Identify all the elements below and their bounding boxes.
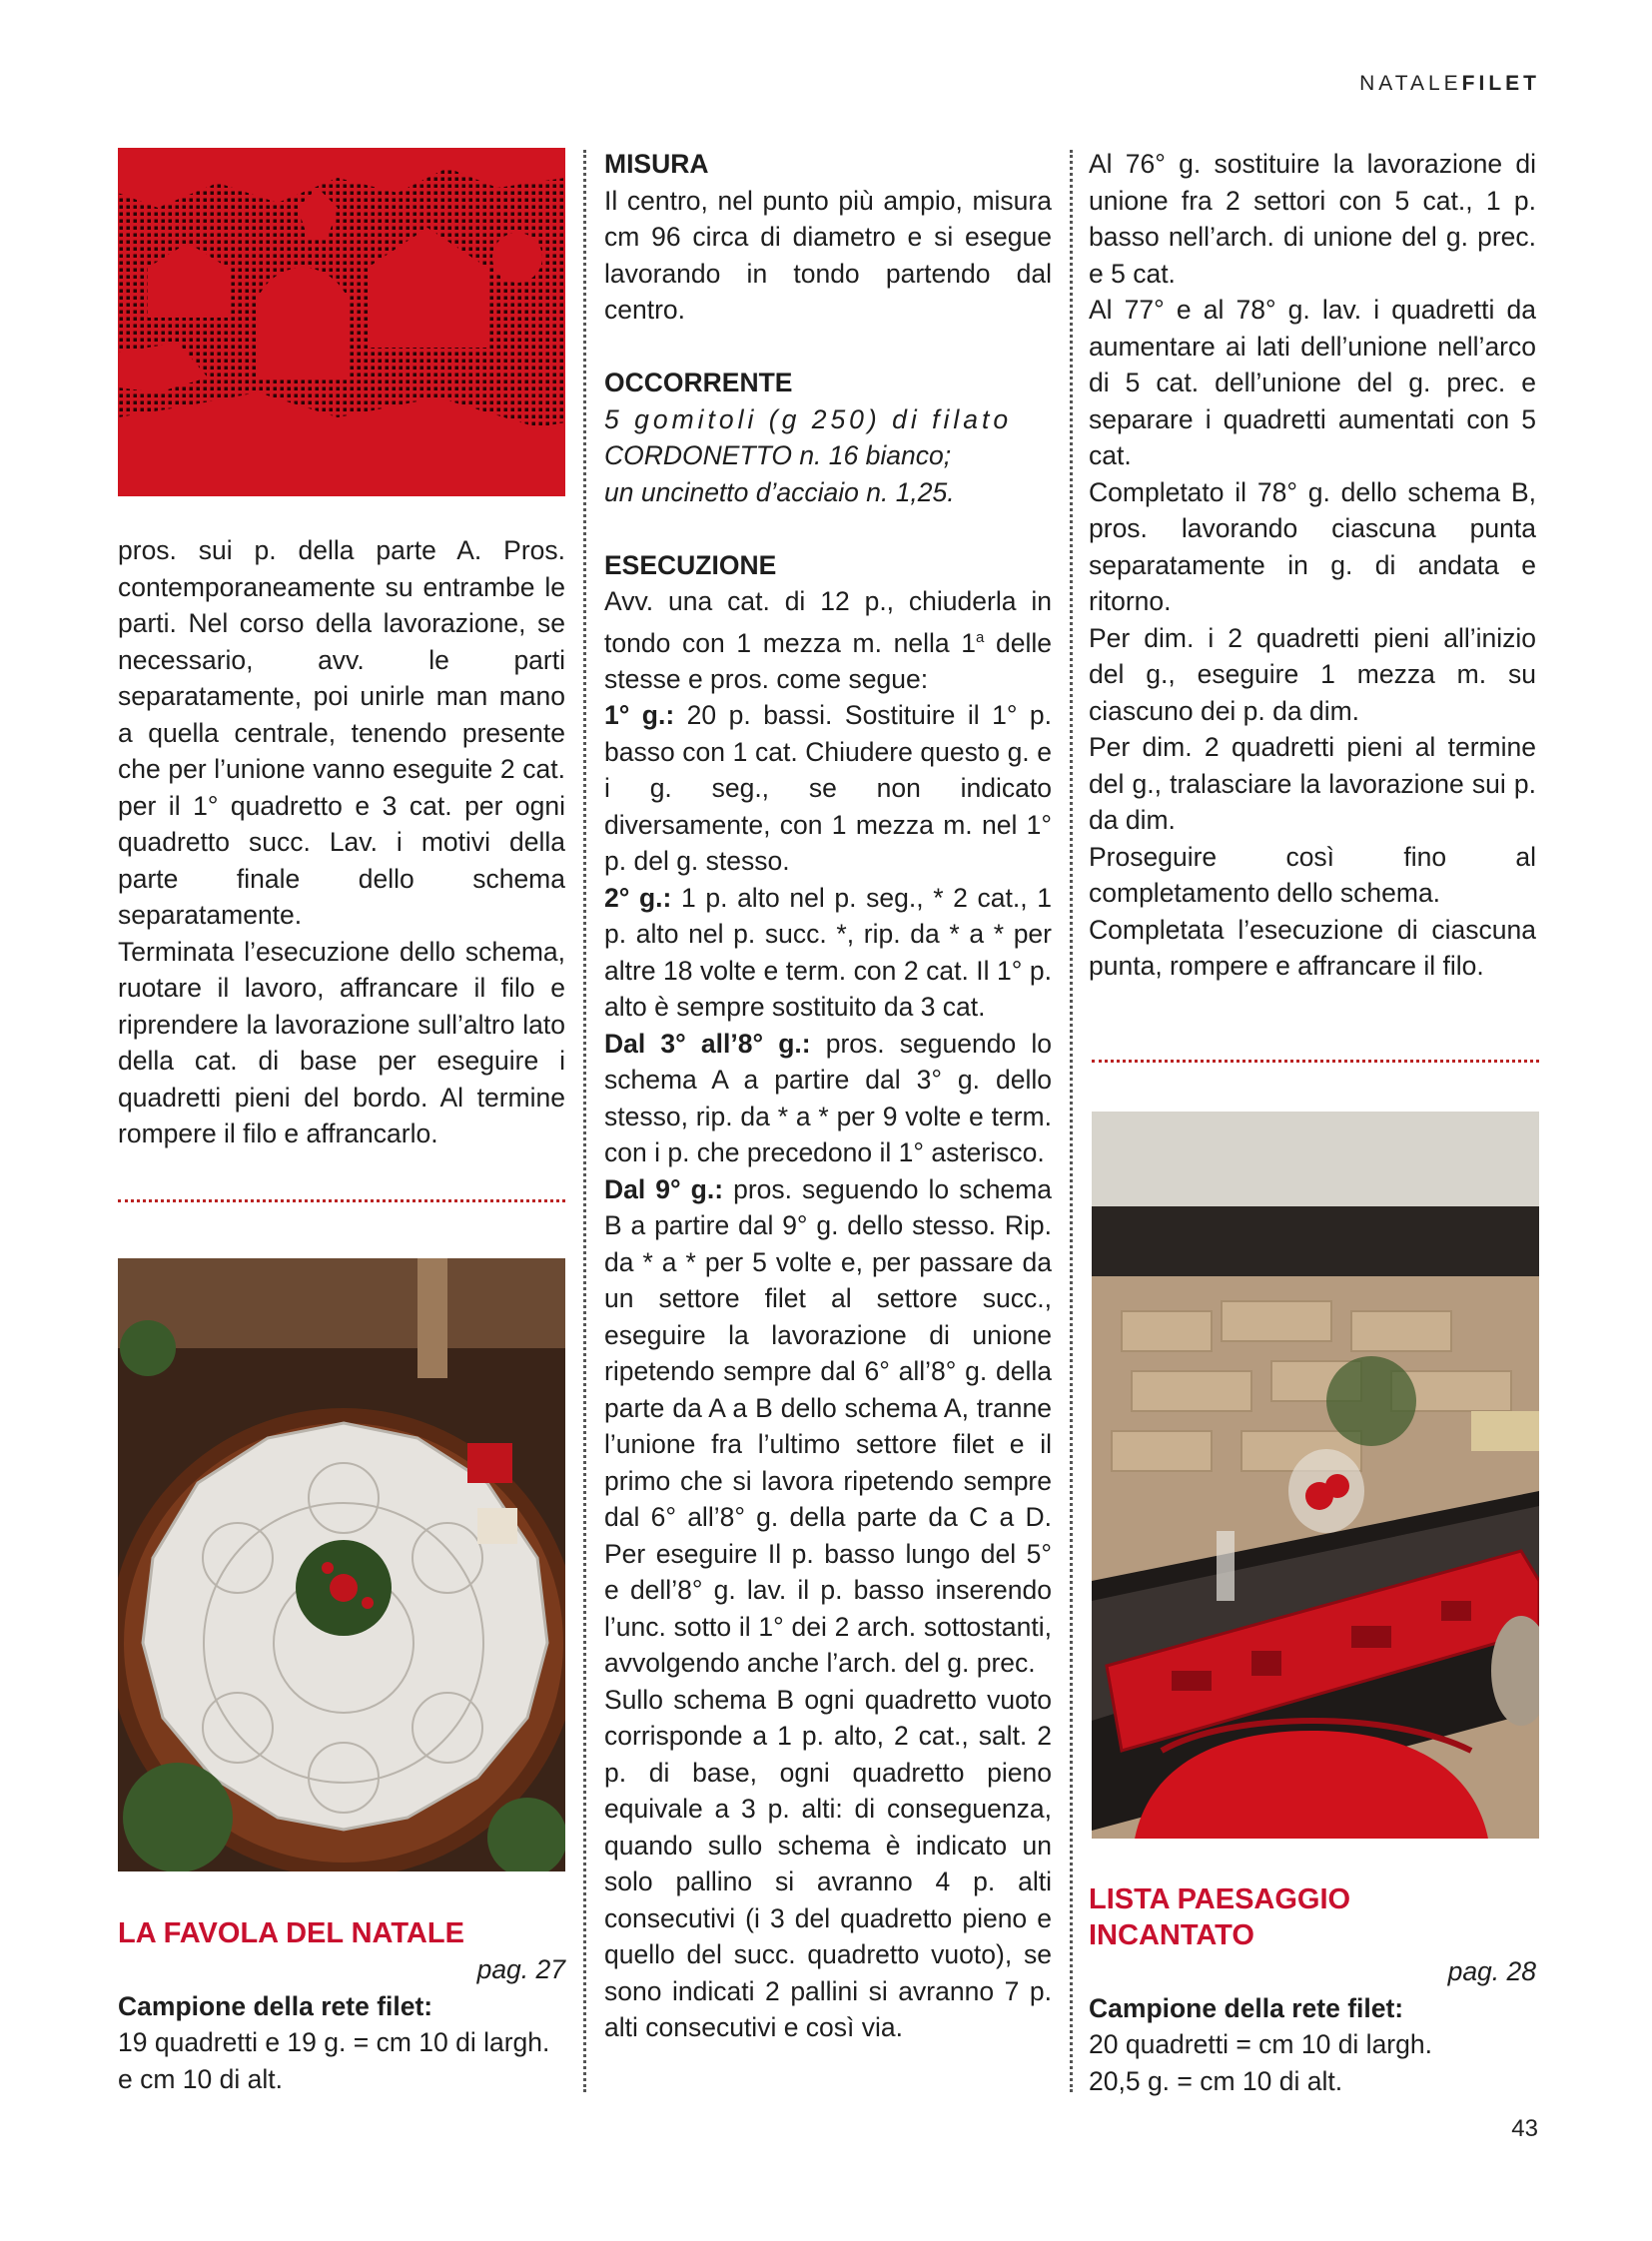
paragraph: Per dim. i 2 quadretti pieni all’inizio del g., eseguire 1 mezza m. su ciascuno dei p. da dim. [1089,622,1536,726]
project-title: LA FAVOLA DEL NATALE [118,1917,464,1949]
paragraph: Proseguire così fino al completamento dello schema. [1089,841,1536,908]
sample-line: 20 quadretti = cm 10 di largh. [1089,2029,1432,2059]
round-tablecloth-photo [118,1258,565,1871]
materials-line: 5 gomitoli (g 250) di filato [604,403,1013,434]
filet-detail-photo [118,148,565,496]
paragraph: Per dim. 2 quadretti pieni al termine del g., tralasciare la lavorazione sui p. da dim. [1089,732,1536,835]
sample-label: Campione della rete filet: [1089,1992,1404,2023]
vertical-dotted-divider [1070,150,1073,2092]
page-number: 43 [1511,2115,1538,2142]
dotted-divider [1092,1060,1539,1063]
paragraph: Al 76° g. sostituire la lavorazione di unione fra 2 settori con 5 cat., 1 p. basso nell’arch. di unione del g. prec. e 5 cat. [1089,149,1536,289]
paragraph: Dal 9° g.: pros. seguendo lo schema B a partire dal 9° g. dello stesso. Rip. da * a * per 5 volte e, per passare da un settore filet al settore succ., eseguire la lavorazione di unione ripetendo sempre dal 6° all’8° g. della parte da A a B dello schema A, tranne l’unione fra l’ultimo settore filet e il primo che si lavora ripetendo sempre dal 6° all’8° g. della parte da C a D. Per eseguire Il p. basso lungo del 5° e dell’8° g. lav. il p. basso inserendo l’unc. sotto il 1° dei 2 arch. sottostanti, avvolgendo anche l’arch. del g. prec. [604,1173,1052,1679]
page-reference: pag. 28 [1447,1956,1536,1986]
paragraph: 1° g.: 20 p. bassi. Sostituire il 1° p. basso con 1 cat. Chiudere questo g. e i g. seg., se non indicato diversamente, con 1 mezza m. nel 1° p. del g. stesso. [604,700,1052,877]
paragraph: Avv. una cat. di 12 p., chiuderla in tondo con 1 mezza m. nella 1$^a$ delle stesse e pros. come segue: [604,586,1052,694]
paragraph: Terminata l’esecuzione dello schema, ruotare il lavoro, affrancare il filo e riprendere la lavorazione sull’altro lato della cat. di base per eseguire i quadretti pieni del bordo. Al termine rompere il filo e affrancarlo. [118,936,565,1148]
section-heading: MISURA [604,149,709,179]
section-heading: ESECUZIONE [604,549,777,580]
section-heading: OCCORRENTE [604,368,793,397]
sample-line: e cm 10 di alt. [118,2063,283,2094]
pattern-info-1 [118,1915,565,2097]
paragraph: Al 77° e al 78° g. lav. i quadretti da aumentare ai lati dell’unione nell’arco di 5 cat. dell’unione del g. prec. e separare i quadretti aumentati con 5 cat. [1089,295,1536,470]
paragraph: Completato il 78° g. dello schema B, pros. lavorando ciascuna punta separatamente in g. di andata e ritorno. [1089,476,1536,616]
paragraph: Il centro, nel punto più ampio, misura cm 96 circa di diametro e si esegue lavorando in tondo partendo dal centro. [604,185,1052,325]
project-title: LISTA PAESAGGIO [1089,1883,1351,1915]
paragraph: Dal 3° all’8° g.: pros. seguendo lo schema A a partire dal 3° g. dello stesso, rip. da * a * per 9 volte e term. con i p. che precedono il 1° asterisco. [604,1028,1052,1168]
running-header: NATALEFILET [1359,72,1540,95]
sample-line: 19 quadretti e 19 g. = cm 10 di largh. [118,2027,550,2057]
dotted-divider [118,1199,565,1202]
column-1-text [118,532,565,1152]
paragraph: Completata l’esecuzione di ciascuna punta, rompere e affrancare il filo. [1089,914,1536,981]
sample-line: 20,5 g. = cm 10 di alt. [1089,2065,1343,2096]
page-reference: pag. 27 [476,1954,565,1984]
paragraph: Sullo schema B ogni quadretto vuoto corrisponde a 1 p. alto, 2 cat., salt. 2 p. di base, ogni quadretto pieno equivale a 3 p. alti: di conseguenza, quando sullo schema è indicato un solo pallino si avranno 4 p. alti consecutivi (i 3 del quadretto pieno e quello del succ. quadretto vuoto), se sono indicati 2 pallini si avranno 7 p. alti consecutivi e così via. [604,1684,1052,2043]
paragraph: pros. sui p. della parte A. Pros. contemporaneamente su entrambe le parti. Nel corso della lavorazione, se necessario, avv. le parti separatamente, poi unirle man mano a quella centrale, tenendo presente che per l’unione vanno eseguite 2 cat. per il 1° quadretto e 3 cat. per ogni quadretto succ. Lav. i motivi della parte finale dello schema separatamente. [118,535,565,930]
column-2-text [604,146,1052,2046]
materials-line: un uncinetto d’acciaio n. 1,25. [604,476,955,507]
paragraph: 2° g.: 1 p. alto nel p. seg., * 2 cat., 1 p. alto nel p. succ. *, rip. da * a * per altre 18 volte e term. con 2 cat. Il 1° p. alto è sempre sostituito da 3 cat. [604,882,1052,1023]
project-title: INCANTATO [1089,1919,1254,1951]
table-runner-photo [1092,1112,1539,1839]
vertical-dotted-divider [583,150,586,2092]
column-3-text [1089,146,1536,985]
materials-line: CORDONETTO n. 16 bianco; [604,440,952,470]
pattern-info-2 [1089,1881,1536,2099]
sample-label: Campione della rete filet: [118,1990,433,2021]
